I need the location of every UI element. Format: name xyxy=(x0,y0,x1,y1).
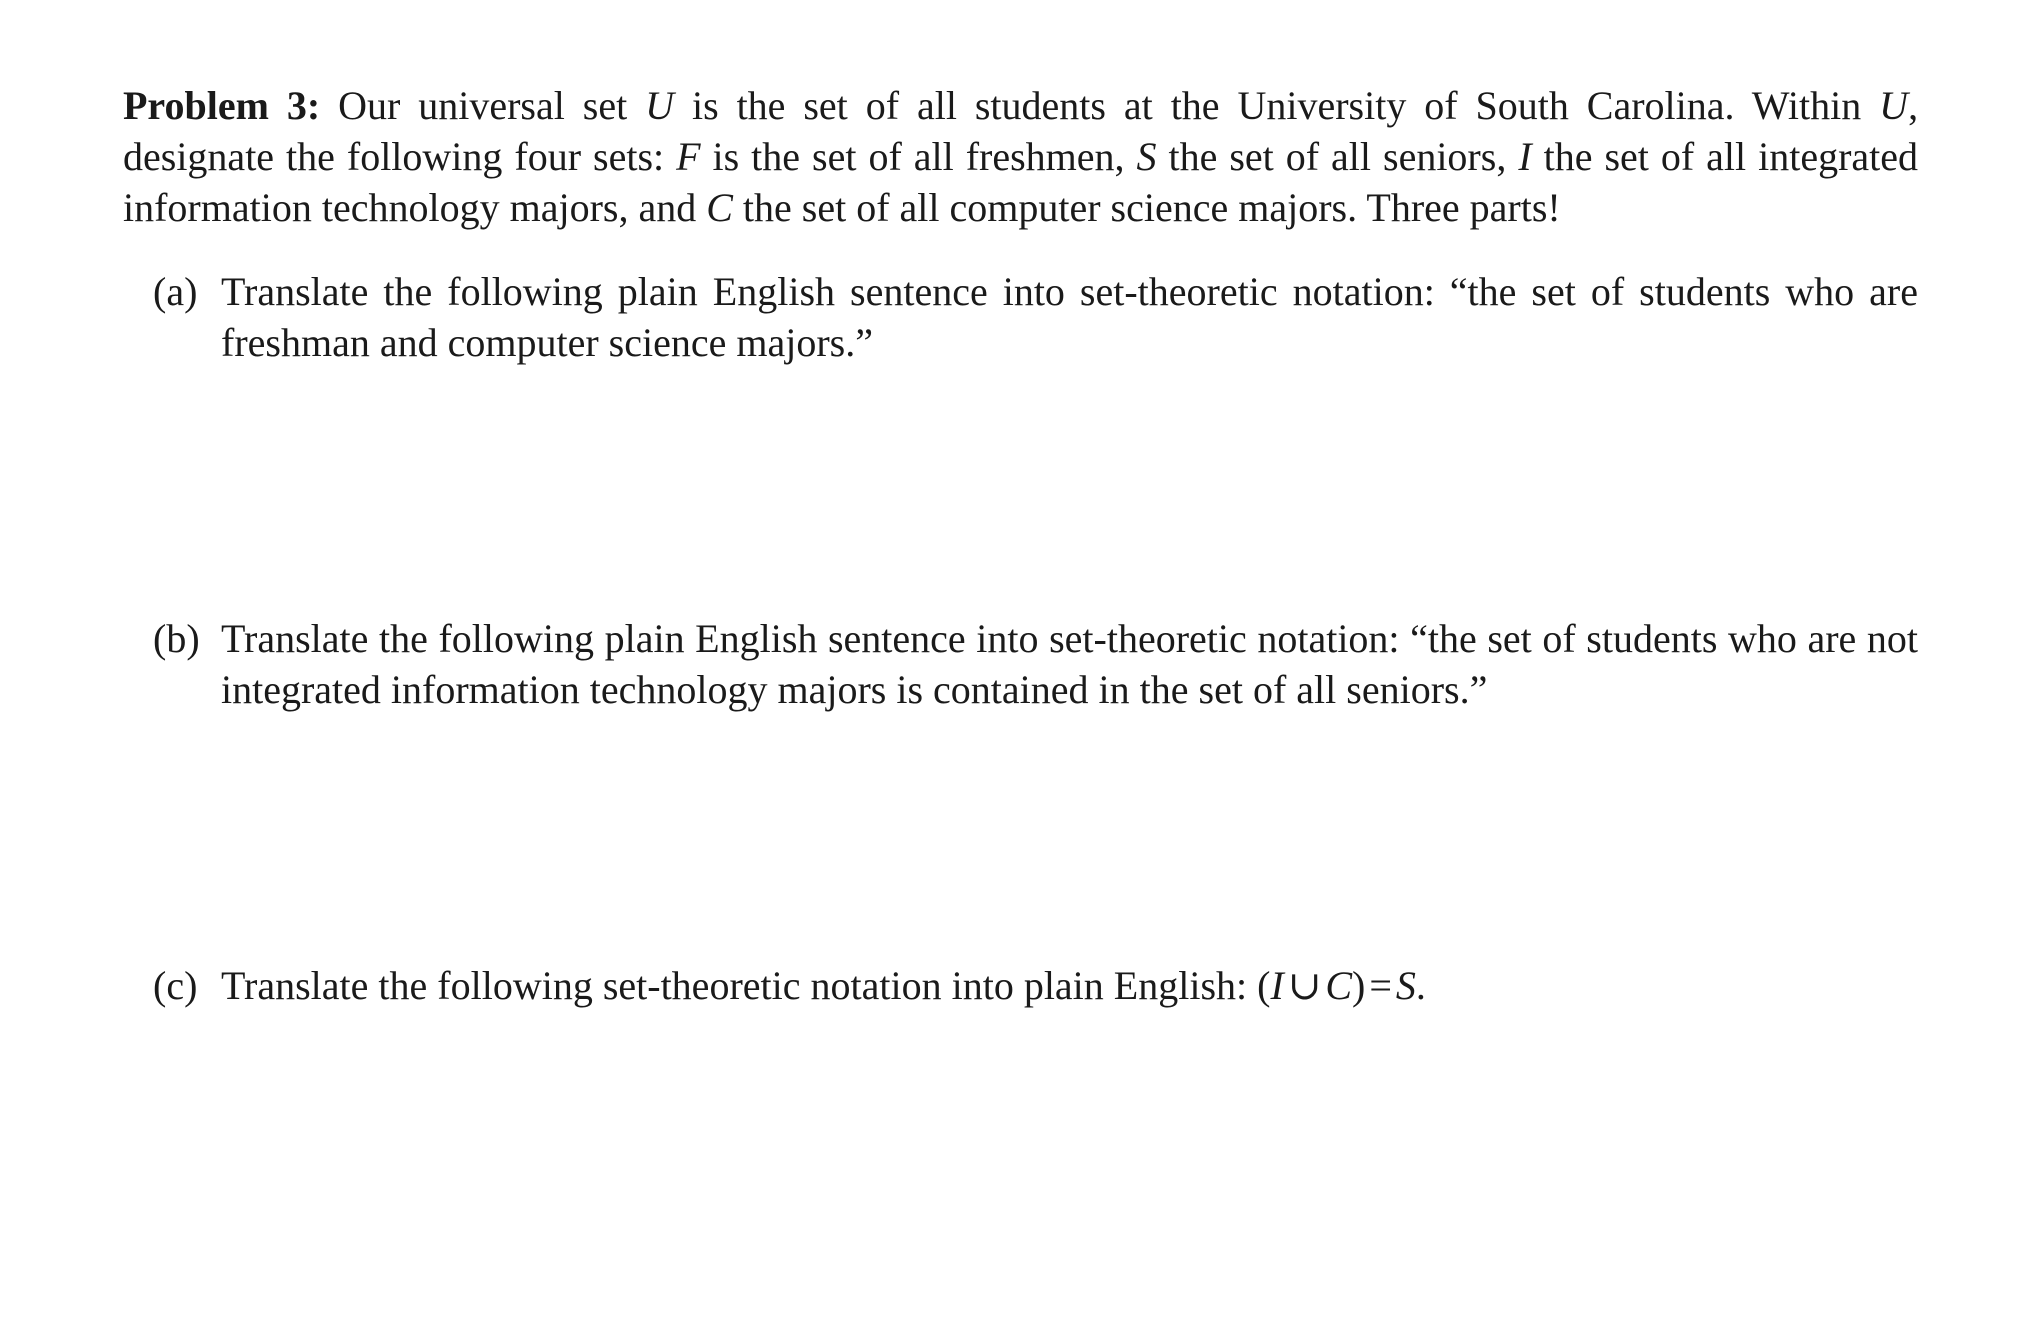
part-b-text: Translate the following plain English sentence into set-theoretic notation: “the set of students who are not integrated information technology majors is contained in the set of all seniors.” xyxy=(221,616,1918,712)
part-c-expression xyxy=(1257,963,1426,1008)
problem-page xyxy=(123,80,1918,233)
part-c-body xyxy=(221,960,1918,1011)
part-c-text: Translate the following set-theoretic notation into plain English: xyxy=(221,963,1248,1008)
intro-text-5: the set of all seniors, xyxy=(1168,134,1507,179)
expr-set-s: S xyxy=(1395,963,1416,1008)
part-b-label: (b) xyxy=(153,616,200,661)
expr-set-i: I xyxy=(1270,963,1284,1008)
intro-text-7: the set of all computer science majors. Three parts! xyxy=(742,185,1561,230)
set-f-symbol: F xyxy=(676,134,701,179)
set-i-symbol: I xyxy=(1518,134,1532,179)
set-c-symbol: C xyxy=(706,185,733,230)
part-a-label: (a) xyxy=(153,269,198,314)
intro-text-3: , designate the following four sets: xyxy=(123,83,1919,179)
problem-heading: Problem 3: xyxy=(123,83,321,128)
part-a xyxy=(153,266,1918,368)
expr-open-paren: ( xyxy=(1257,963,1271,1008)
intro-text-6: the set of all integrated information technology majors, and xyxy=(123,134,1919,230)
problem-intro xyxy=(123,80,1918,233)
part-a-text: Translate the following plain English sentence into set-theoretic notation: “the set of students who are freshman and computer science majors.” xyxy=(221,269,1918,365)
part-c xyxy=(153,960,1918,1011)
intro-text-2: is the set of all students at the University of South Carolina. Within xyxy=(691,83,1862,128)
part-b xyxy=(153,613,1918,715)
intro-text-4: is the set of all freshmen, xyxy=(712,134,1125,179)
set-u-symbol-2: U xyxy=(1879,83,1909,128)
intro-text-1: Our universal set xyxy=(338,83,628,128)
expr-set-c: C xyxy=(1325,963,1352,1008)
equals-symbol: = xyxy=(1369,963,1392,1008)
expr-period: . xyxy=(1415,963,1426,1008)
union-symbol: ∪ xyxy=(1287,963,1322,1008)
set-u-symbol: U xyxy=(645,83,675,128)
expr-close-paren: ) xyxy=(1352,963,1366,1008)
set-s-symbol: S xyxy=(1136,134,1157,179)
part-c-label: (c) xyxy=(153,963,198,1008)
